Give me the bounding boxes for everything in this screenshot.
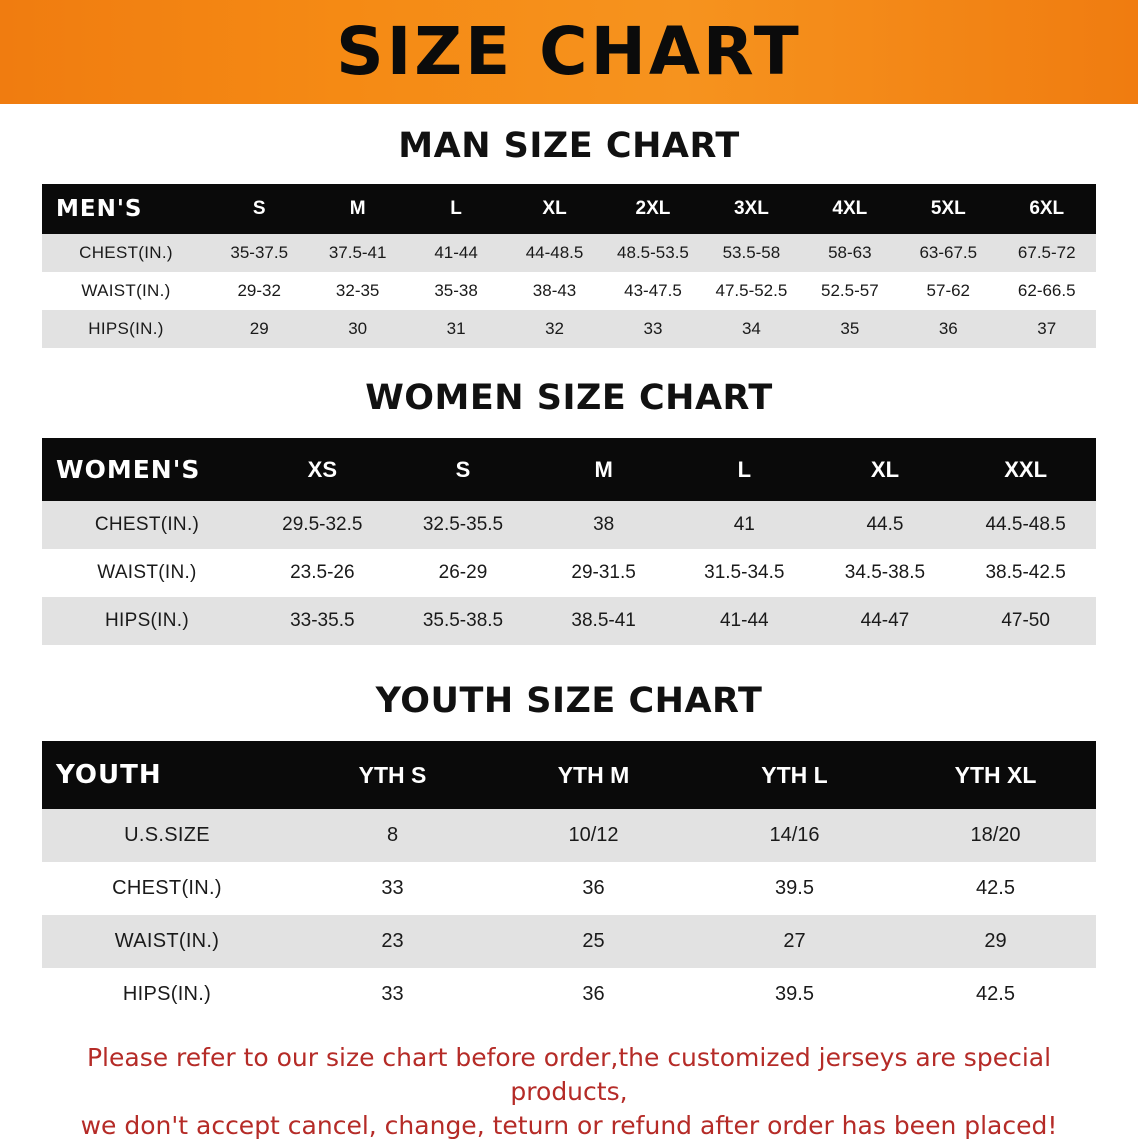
table-header-row: [42, 438, 1096, 501]
table-cell: 44-47: [815, 597, 956, 645]
table-header-cell: YTH L: [694, 741, 895, 809]
table-cell: 44.5-48.5: [955, 501, 1096, 549]
table-cell: 25: [493, 915, 694, 968]
table-header-cell: XL: [815, 438, 956, 501]
table-header-cell: 2XL: [604, 184, 702, 234]
table-cell: 35-38: [407, 272, 505, 310]
table-row: [42, 597, 1096, 645]
youth-table-wrapper: [0, 741, 1138, 1021]
table-cell: 33: [604, 310, 702, 348]
table-cell: 18/20: [895, 809, 1096, 862]
table-header-row: [42, 741, 1096, 809]
table-header-cell: 6XL: [998, 184, 1097, 234]
women-section-title: WOMEN SIZE CHART: [0, 378, 1138, 418]
table-cell: 41-44: [674, 597, 815, 645]
row-label: HIPS(IN.): [42, 968, 292, 1021]
youth-section-title: YOUTH SIZE CHART: [0, 681, 1138, 721]
table-cell: 39.5: [694, 862, 895, 915]
table-cell: 42.5: [895, 862, 1096, 915]
table-cell: 47.5-52.5: [702, 272, 800, 310]
table-header-cell: 5XL: [899, 184, 997, 234]
table-header-cell: M: [308, 184, 406, 234]
table-row: [42, 862, 1096, 915]
table-cell: 62-66.5: [998, 272, 1097, 310]
row-label: CHEST(IN.): [42, 234, 210, 272]
table-cell: 57-62: [899, 272, 997, 310]
table-cell: 38.5-42.5: [955, 549, 1096, 597]
table-row: [42, 809, 1096, 862]
table-cell: 34: [702, 310, 800, 348]
table-cell: 29: [210, 310, 308, 348]
table-row: [42, 310, 1096, 348]
row-label: CHEST(IN.): [42, 501, 252, 549]
table-row: [42, 501, 1096, 549]
table-cell: 14/16: [694, 809, 895, 862]
table-cell: 38-43: [505, 272, 603, 310]
table-cell: 33-35.5: [252, 597, 393, 645]
table-cell: 23.5-26: [252, 549, 393, 597]
women-table-wrapper: [0, 438, 1138, 645]
table-header-cell: YTH S: [292, 741, 493, 809]
table-header-cell: YOUTH: [42, 741, 292, 809]
table-row: [42, 272, 1096, 310]
table-cell: 58-63: [801, 234, 899, 272]
man-size-table: [42, 184, 1096, 348]
table-header-cell: L: [674, 438, 815, 501]
table-cell: 26-29: [393, 549, 534, 597]
table-cell: 41-44: [407, 234, 505, 272]
table-cell: 38.5-41: [533, 597, 674, 645]
row-label: U.S.SIZE: [42, 809, 292, 862]
table-header-cell: M: [533, 438, 674, 501]
table-cell: 32-35: [308, 272, 406, 310]
table-header-cell: L: [407, 184, 505, 234]
table-header-cell: MEN'S: [42, 184, 210, 234]
row-label: HIPS(IN.): [42, 310, 210, 348]
man-section-title: MAN SIZE CHART: [0, 126, 1138, 166]
table-header-cell: YTH M: [493, 741, 694, 809]
table-cell: 53.5-58: [702, 234, 800, 272]
table-cell: 10/12: [493, 809, 694, 862]
table-header-row: [42, 184, 1096, 234]
table-cell: 43-47.5: [604, 272, 702, 310]
table-cell: 63-67.5: [899, 234, 997, 272]
table-cell: 41: [674, 501, 815, 549]
row-label: CHEST(IN.): [42, 862, 292, 915]
page-banner: [0, 0, 1138, 104]
table-cell: 27: [694, 915, 895, 968]
footer-note-line-2: we don't accept cancel, change, teturn or refund after order has been placed!: [40, 1109, 1098, 1142]
table-header-cell: 4XL: [801, 184, 899, 234]
table-cell: 33: [292, 968, 493, 1021]
footer-note: [0, 1041, 1138, 1142]
table-cell: 8: [292, 809, 493, 862]
row-label: WAIST(IN.): [42, 272, 210, 310]
table-cell: 48.5-53.5: [604, 234, 702, 272]
table-cell: 36: [899, 310, 997, 348]
table-row: [42, 234, 1096, 272]
youth-size-table: [42, 741, 1096, 1021]
page-title: SIZE CHART: [336, 19, 802, 85]
table-cell: 37.5-41: [308, 234, 406, 272]
table-cell: 32: [505, 310, 603, 348]
table-header-cell: XS: [252, 438, 393, 501]
table-cell: 29-31.5: [533, 549, 674, 597]
table-cell: 67.5-72: [998, 234, 1097, 272]
table-cell: 34.5-38.5: [815, 549, 956, 597]
row-label: WAIST(IN.): [42, 549, 252, 597]
table-cell: 31.5-34.5: [674, 549, 815, 597]
table-cell: 42.5: [895, 968, 1096, 1021]
table-cell: 31: [407, 310, 505, 348]
table-row: [42, 549, 1096, 597]
table-cell: 33: [292, 862, 493, 915]
table-header-cell: S: [393, 438, 534, 501]
table-header-cell: XXL: [955, 438, 1096, 501]
table-cell: 44.5: [815, 501, 956, 549]
table-cell: 35: [801, 310, 899, 348]
table-cell: 44-48.5: [505, 234, 603, 272]
row-label: WAIST(IN.): [42, 915, 292, 968]
table-cell: 37: [998, 310, 1097, 348]
footer-note-line-1: Please refer to our size chart before order,the customized jerseys are special products,: [40, 1041, 1098, 1109]
table-cell: 36: [493, 862, 694, 915]
row-label: HIPS(IN.): [42, 597, 252, 645]
man-table-wrapper: [0, 184, 1138, 348]
table-row: [42, 915, 1096, 968]
table-header-cell: YTH XL: [895, 741, 1096, 809]
table-row: [42, 968, 1096, 1021]
table-header-cell: S: [210, 184, 308, 234]
table-cell: 47-50: [955, 597, 1096, 645]
table-header-cell: WOMEN'S: [42, 438, 252, 501]
table-cell: 35.5-38.5: [393, 597, 534, 645]
table-cell: 29.5-32.5: [252, 501, 393, 549]
table-cell: 32.5-35.5: [393, 501, 534, 549]
table-header-cell: 3XL: [702, 184, 800, 234]
table-cell: 36: [493, 968, 694, 1021]
women-size-table: [42, 438, 1096, 645]
table-cell: 29-32: [210, 272, 308, 310]
table-cell: 29: [895, 915, 1096, 968]
table-cell: 23: [292, 915, 493, 968]
table-cell: 30: [308, 310, 406, 348]
table-header-cell: XL: [505, 184, 603, 234]
table-cell: 52.5-57: [801, 272, 899, 310]
table-cell: 38: [533, 501, 674, 549]
table-cell: 35-37.5: [210, 234, 308, 272]
table-cell: 39.5: [694, 968, 895, 1021]
